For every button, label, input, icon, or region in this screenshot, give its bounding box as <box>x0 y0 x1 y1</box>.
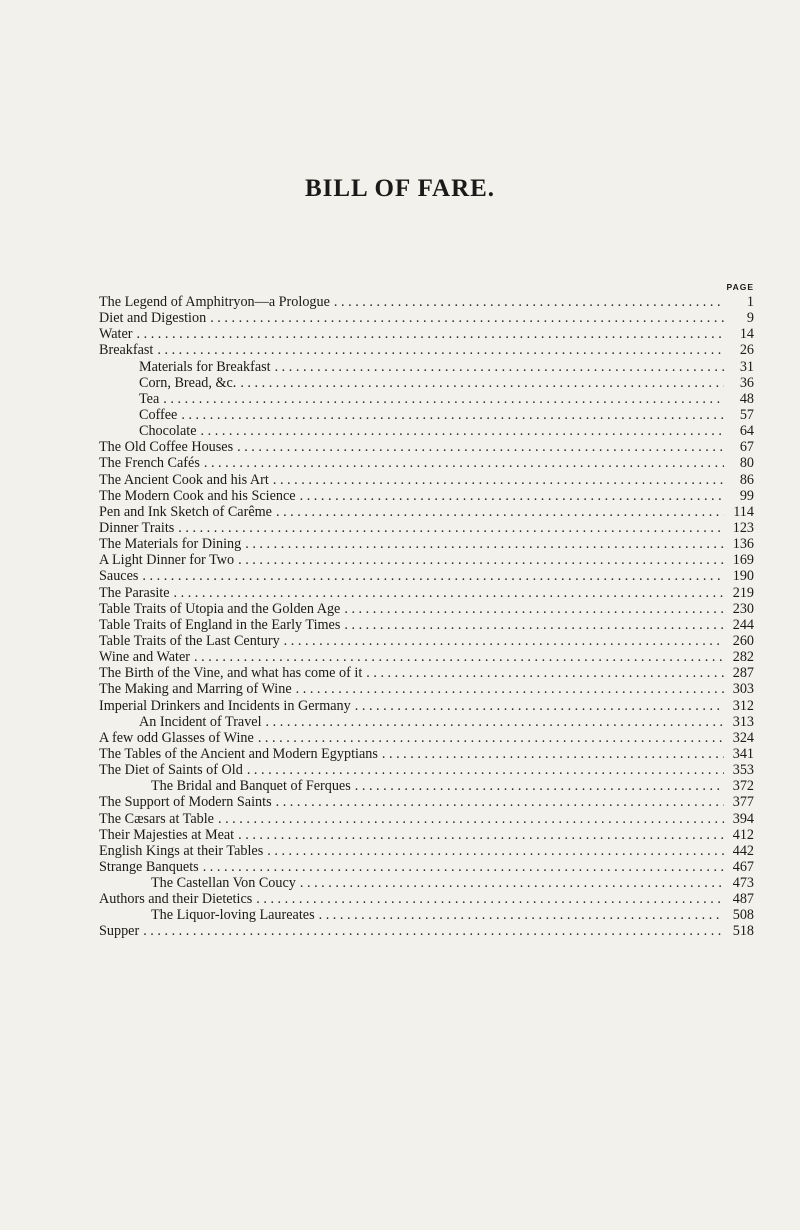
toc-entry <box>99 294 754 310</box>
toc-entry-title: The Birth of the Vine, and what has come of it <box>99 665 363 682</box>
toc-entry <box>99 359 754 375</box>
dot-leader <box>266 714 724 730</box>
toc-entry <box>99 698 754 714</box>
toc-entry <box>99 568 754 584</box>
toc-entry-title: Their Majesties at Meat <box>99 826 235 843</box>
dot-leader <box>142 568 724 584</box>
dot-leader <box>273 472 724 488</box>
toc-entry <box>99 455 754 471</box>
toc-entry-page: 473 <box>732 875 754 892</box>
toc-entry-page: 64 <box>739 423 754 440</box>
toc-entry-title: A few odd Glasses of Wine <box>99 729 254 746</box>
dot-leader <box>355 778 724 794</box>
toc-entry-page: 394 <box>732 810 754 827</box>
toc-entry <box>99 730 754 746</box>
toc-entry-title: Table Traits of Utopia and the Golden Age <box>99 600 341 617</box>
dot-leader <box>237 439 724 455</box>
toc-entry-page: 14 <box>739 326 754 343</box>
toc-entry-page: 36 <box>739 374 754 391</box>
toc-entry-title: The Bridal and Banquet of Ferques <box>151 778 351 795</box>
dot-leader <box>256 891 724 907</box>
toc-entry-page: 282 <box>732 649 754 666</box>
toc-entry-title: The Materials for Dining <box>99 536 242 553</box>
dot-leader <box>194 649 724 665</box>
toc-entry-title: Materials for Breakfast <box>139 358 271 375</box>
toc-entry <box>99 601 754 617</box>
toc-entry-page: 487 <box>732 891 754 908</box>
toc-entry-title: The Modern Cook and his Science <box>99 487 296 504</box>
toc-entry-page: 341 <box>732 745 754 762</box>
toc-entry-title: Chocolate <box>139 423 197 440</box>
page-title: BILL OF FARE. <box>304 175 496 202</box>
toc-entry <box>99 375 754 391</box>
dot-leader <box>203 859 724 875</box>
toc-entry-page: 244 <box>732 616 754 633</box>
toc-entry <box>99 714 754 730</box>
dot-leader <box>344 617 724 633</box>
toc-entry-page: 67 <box>739 439 754 456</box>
toc-entry-page: 31 <box>739 358 754 375</box>
toc-entry-page: 123 <box>732 519 754 536</box>
dot-leader <box>143 923 724 939</box>
toc-entry-page: 467 <box>732 858 754 875</box>
toc-entry-title: The Liquor-loving Laureates <box>151 907 315 924</box>
toc-entry-page: 136 <box>732 536 754 553</box>
toc-entry-title: Dinner Traits <box>99 519 175 536</box>
dot-leader <box>157 342 724 358</box>
toc-entry <box>99 488 754 504</box>
toc-entry <box>99 520 754 536</box>
dot-leader <box>300 875 724 891</box>
dot-leader <box>174 585 724 601</box>
dot-leader <box>267 843 724 859</box>
toc-entry-title: The Ancient Cook and his Art <box>99 471 269 488</box>
dot-leader <box>181 407 724 423</box>
dot-leader <box>245 536 724 552</box>
toc-entry <box>99 391 754 407</box>
toc-entry-page: 1 <box>746 294 754 310</box>
dot-leader <box>258 730 724 746</box>
dot-leader <box>238 552 724 568</box>
toc-entry-page: 9 <box>746 310 754 327</box>
toc-entry-page: 313 <box>732 713 754 730</box>
toc-entry <box>99 342 754 358</box>
toc-entry-title: Table Traits of England in the Early Times <box>99 616 341 633</box>
dot-leader <box>137 326 724 342</box>
toc-entry <box>99 746 754 762</box>
toc-entry <box>99 472 754 488</box>
toc-entry-page: 169 <box>732 552 754 569</box>
dot-leader <box>276 504 724 520</box>
toc-entry <box>99 923 754 939</box>
toc-entry-page: 260 <box>732 632 754 649</box>
toc-entry <box>99 843 754 859</box>
toc-entry-title: The Castellan Von Coucy <box>151 875 296 892</box>
toc-entry-title: The Old Coffee Houses <box>99 439 234 456</box>
toc-entry-title: English Kings at their Tables <box>99 842 264 859</box>
toc-entry <box>99 891 754 907</box>
dot-leader <box>240 375 724 391</box>
toc-entry-page: 442 <box>732 842 754 859</box>
toc-entry-page: 412 <box>732 826 754 843</box>
toc-entry-page: 324 <box>732 729 754 746</box>
toc-entry-title: Breakfast <box>99 342 154 359</box>
toc-entry-page: 377 <box>732 794 754 811</box>
toc-entry-title: Imperial Drinkers and Incidents in Germany <box>99 697 351 714</box>
dot-leader <box>178 520 724 536</box>
toc-entry-title: Authors and their Dietetics <box>99 891 253 908</box>
toc-entry-title: The Making and Marring of Wine <box>99 681 292 698</box>
dot-leader <box>284 633 724 649</box>
toc-entry-page: 508 <box>732 907 754 924</box>
toc-entry-title: The Cæsars at Table <box>99 810 214 827</box>
toc-entry-title: Pen and Ink Sketch of Carême <box>99 503 272 520</box>
toc-entry-title: The Diet of Saints of Old <box>99 762 243 779</box>
dot-leader <box>247 762 724 778</box>
dot-leader <box>210 310 724 326</box>
toc-entry-page: 219 <box>732 584 754 601</box>
toc-entry <box>99 552 754 568</box>
dot-leader <box>296 681 724 697</box>
dot-leader <box>319 907 724 923</box>
toc-entry-title: The Tables of the Ancient and Modern Egyptians <box>99 745 378 762</box>
toc-entry-page: 312 <box>732 697 754 714</box>
toc-entry <box>99 794 754 810</box>
toc-entry-page: 57 <box>739 406 754 423</box>
toc-entry <box>99 423 754 439</box>
toc-entry <box>99 665 754 681</box>
toc-entry <box>99 504 754 520</box>
toc-entry <box>99 778 754 794</box>
toc-entry-title: An Incident of Travel <box>139 713 262 730</box>
toc-entry-title: The Parasite <box>99 584 170 601</box>
toc-entry-title: Corn, Bread, &c. <box>139 374 237 391</box>
toc-entry-page: 99 <box>739 487 754 504</box>
toc-entry-page: 48 <box>739 390 754 407</box>
dot-leader <box>344 601 724 617</box>
toc-entry-title: Water <box>99 326 133 343</box>
dot-leader <box>300 488 724 504</box>
dot-leader <box>355 698 724 714</box>
toc-entry-title: Tea <box>139 390 160 407</box>
dot-leader <box>238 827 724 843</box>
toc-entry <box>99 536 754 552</box>
toc-entry-title: A Light Dinner for Two <box>99 552 235 569</box>
toc-entry <box>99 827 754 843</box>
toc-entry-title: The French Cafés <box>99 455 200 472</box>
toc-entry <box>99 811 754 827</box>
toc-entry-title: The Legend of Amphitryon—a Prologue <box>99 294 330 310</box>
toc-entry <box>99 875 754 891</box>
toc-entry <box>99 617 754 633</box>
toc-entry-title: Supper <box>99 923 140 940</box>
dot-leader <box>163 391 724 407</box>
toc-entry <box>99 907 754 923</box>
toc-entry-title: Strange Banquets <box>99 858 199 875</box>
toc-entry <box>99 633 754 649</box>
toc-entry-page: 86 <box>739 471 754 488</box>
toc-entry-page: 518 <box>732 923 754 940</box>
dot-leader <box>334 294 724 310</box>
dot-leader <box>366 665 724 681</box>
dot-leader <box>218 811 724 827</box>
toc-entry <box>99 762 754 778</box>
toc-entry-title: Diet and Digestion <box>99 310 207 327</box>
toc-entry-title: Coffee <box>139 406 178 423</box>
toc-entry-page: 80 <box>739 455 754 472</box>
toc-entry <box>99 681 754 697</box>
toc-entry-title: Wine and Water <box>99 649 190 666</box>
toc-entry-page: 372 <box>732 778 754 795</box>
toc-entry-title: Sauces <box>99 568 139 585</box>
dot-leader <box>201 423 724 439</box>
toc-entry <box>99 310 754 326</box>
table-of-contents <box>99 294 754 940</box>
toc-entry-page: 26 <box>739 342 754 359</box>
toc-entry-page: 190 <box>732 568 754 585</box>
toc-entry <box>99 859 754 875</box>
toc-entry <box>99 326 754 342</box>
dot-leader <box>276 794 724 810</box>
toc-entry-page: 353 <box>732 762 754 779</box>
toc-entry <box>99 585 754 601</box>
toc-entry <box>99 407 754 423</box>
toc-entry-page: 114 <box>733 503 754 520</box>
dot-leader <box>382 746 724 762</box>
dot-leader <box>204 455 724 471</box>
toc-entry-title: The Support of Modern Saints <box>99 794 272 811</box>
dot-leader <box>275 359 724 375</box>
toc-entry-page: 287 <box>732 665 754 682</box>
toc-entry <box>99 439 754 455</box>
toc-entry-page: 230 <box>732 600 754 617</box>
page-column-label: PAGE <box>726 282 754 292</box>
toc-entry-title: Table Traits of the Last Century <box>99 632 280 649</box>
toc-entry-page: 303 <box>732 681 754 698</box>
toc-entry <box>99 649 754 665</box>
